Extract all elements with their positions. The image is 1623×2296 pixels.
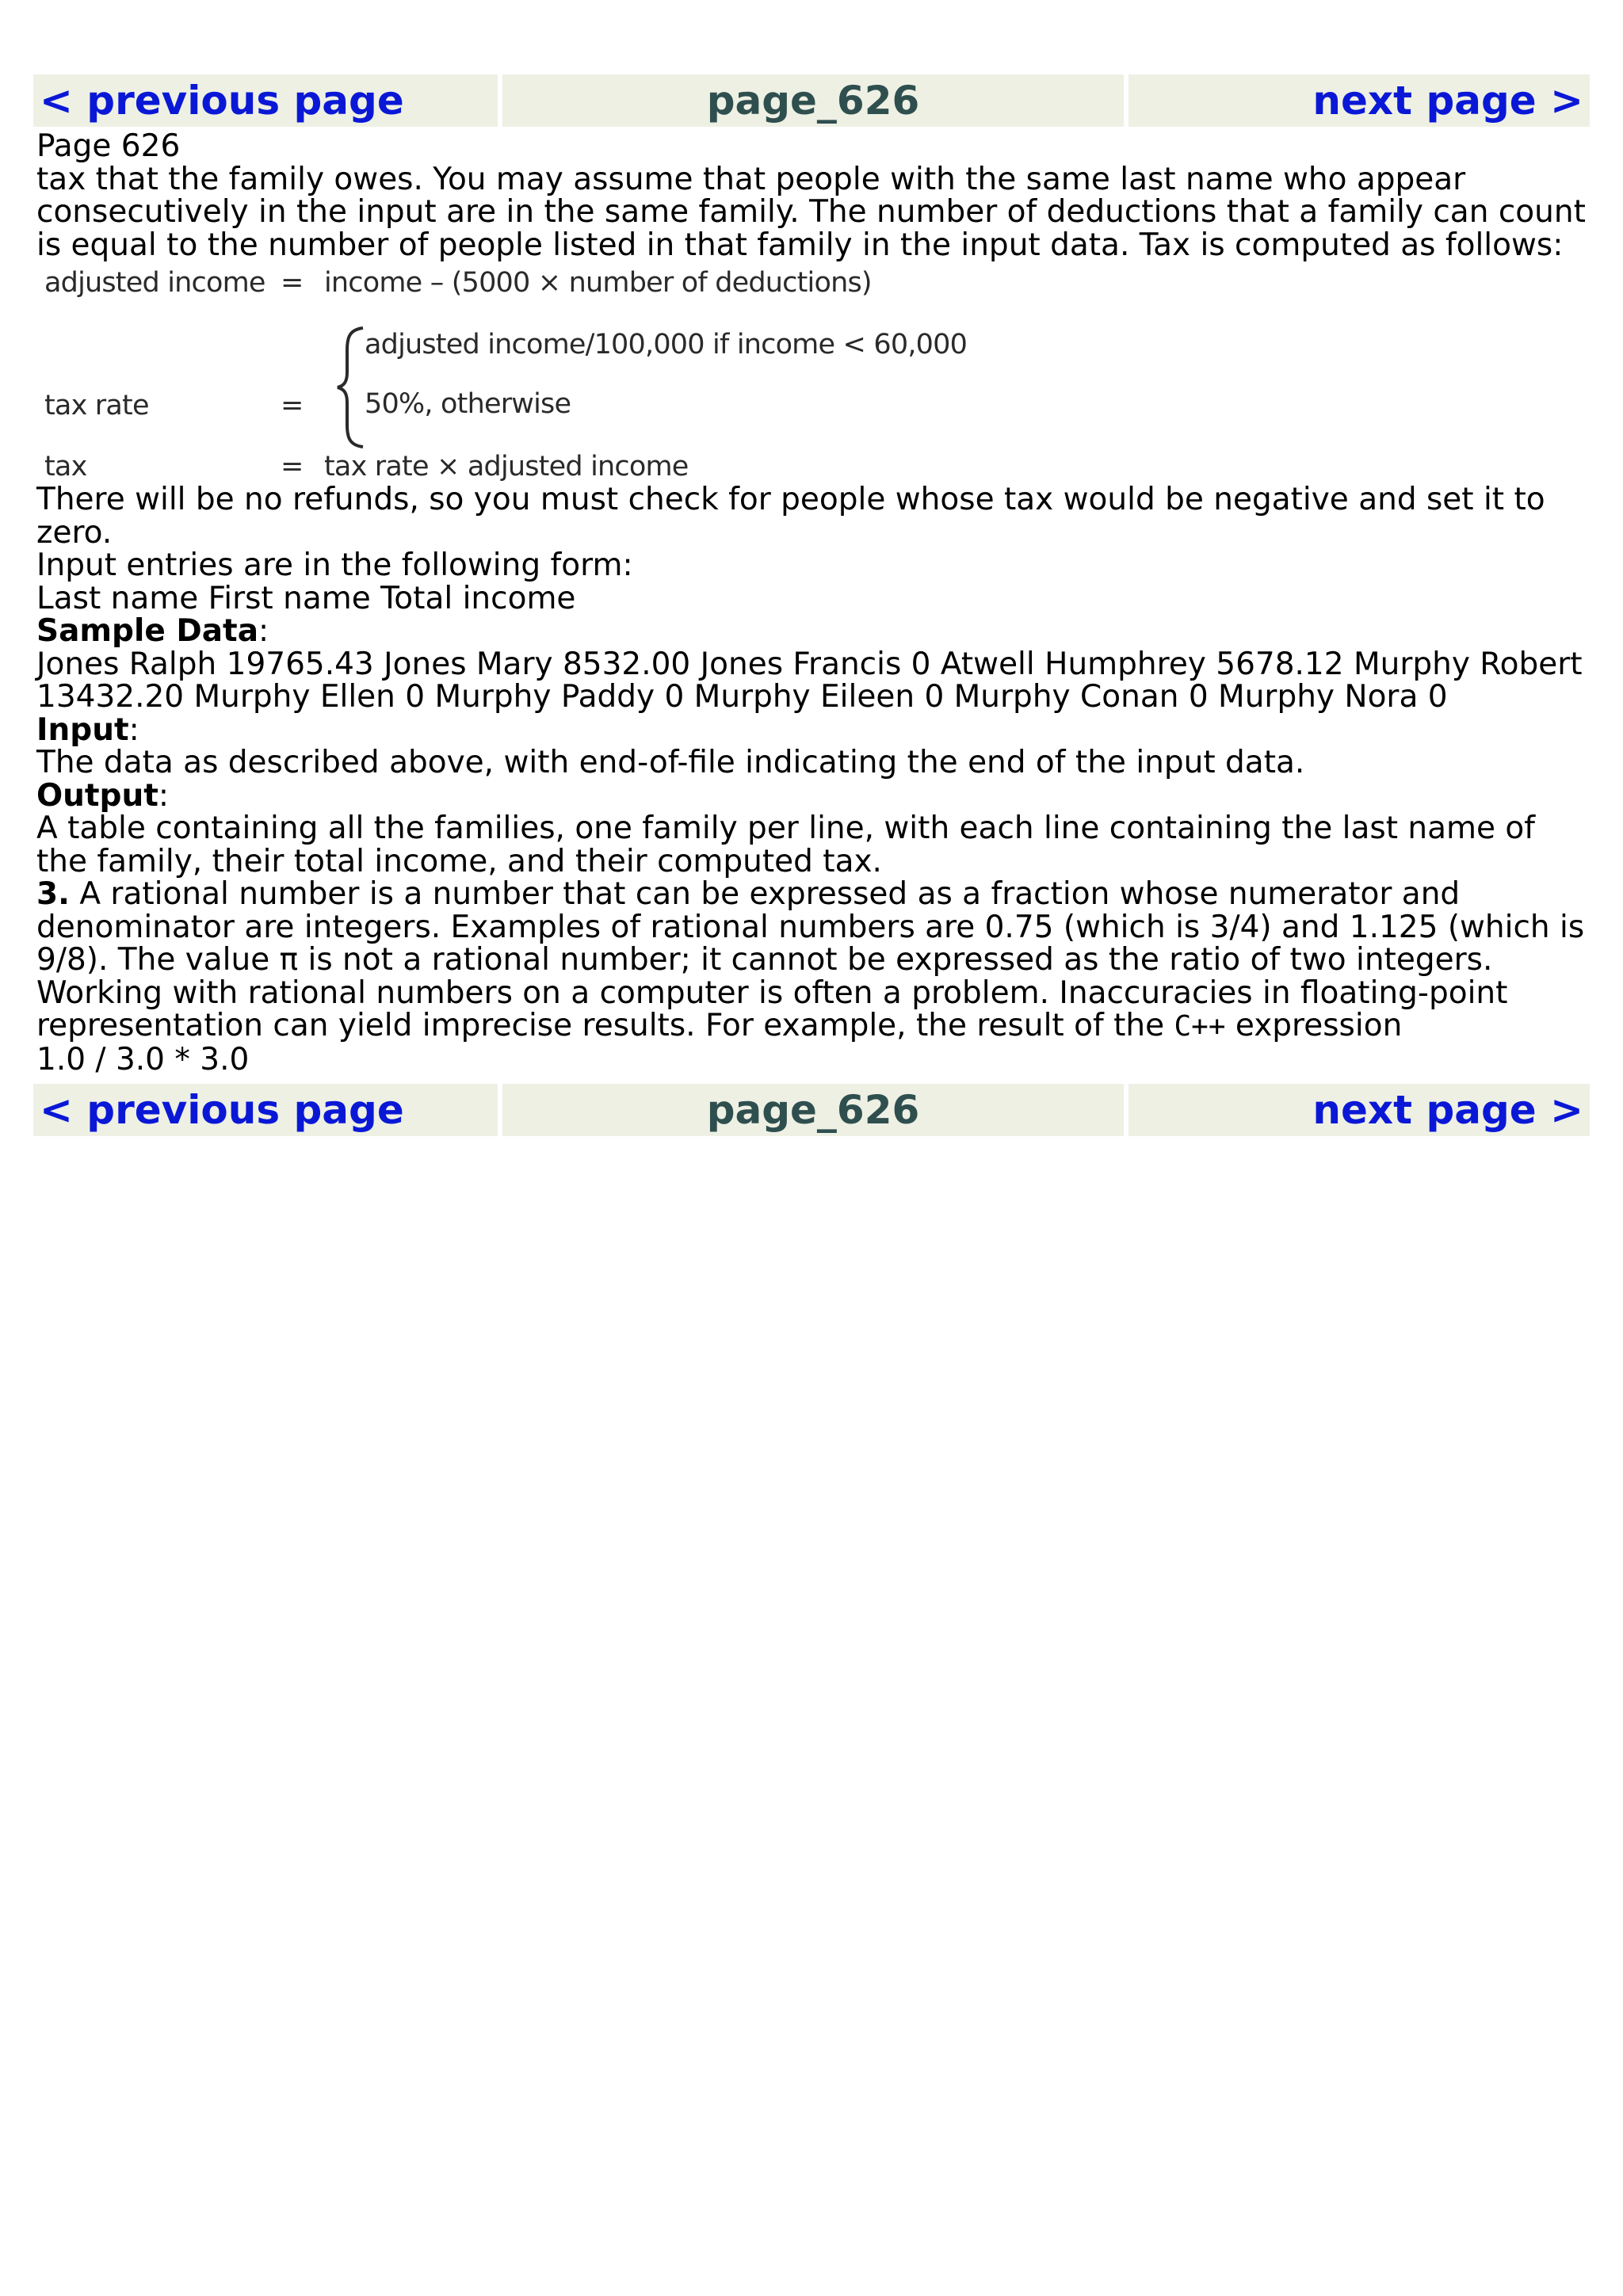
working-text-end: expression [1225,1008,1403,1043]
bottom-nav-next-cell [1128,1084,1590,1136]
sample-data: Jones Ralph 19765.43 Jones Mary 8532.00 Jones Francis 0 Atwell Humphrey 5678.12 Murphy Robert 13432.20 Murphy Ellen 0 Murphy Paddy 0 Murphy Eileen 0 Murphy Conan 0 Murphy Nora 0 [36,646,1583,715]
problem-paragraph [36,878,1594,977]
formula-brace [338,328,363,447]
formula-row1-equals: = [281,267,304,299]
bottom-navigation [33,1084,1594,1136]
document-page [33,74,1594,1136]
top-nav-prev-cell [33,74,498,127]
input-heading-line: Input: [36,711,139,748]
next-page-link[interactable]: next page > [1312,1087,1583,1133]
formula-case-under-limit: adjusted income/100,000 if income < 60,000 [365,329,968,360]
input-description: The data as described above, with end-of-file indicating the end of the input data. [36,745,1305,780]
page-label: page_626 [706,78,920,124]
formula-tax-label: tax [44,451,87,482]
input-heading: Input [36,711,129,748]
working-paragraph [36,974,1594,1043]
input-form-intro: Input entries are in the following form: [36,547,633,583]
output-heading-line: Output: [36,777,170,814]
formula-tax-expr: tax rate × adjusted income [324,451,689,482]
output-heading: Output [36,777,158,814]
top-nav-next-cell [1128,74,1590,127]
previous-page-link[interactable]: < previous page [40,1087,404,1133]
page-number: Page 626 [36,128,181,164]
output-description: A table containing all the families, one family per line, with each line containing the last name of the family, their total income, and their computed tax. [36,810,1535,879]
page-content [33,130,1594,1076]
problem-number: 3. [36,876,70,912]
code-expression: 1.0 / 3.0 * 3.0 [36,1041,250,1077]
formula-row2-equals: = [281,390,304,421]
sample-data-heading: Sample Data [36,613,259,649]
formula-tax-rate-label: tax rate [44,390,149,421]
top-nav-page-cell [502,74,1124,127]
formula-adjusted-income-label: adjusted income [44,267,265,299]
next-page-link[interactable]: next page > [1312,78,1583,124]
previous-page-link[interactable]: < previous page [40,78,404,124]
problem-text: A rational number is a number that can be expressed as a fraction whose numerator and denominator are integers. Examples of rational numbers are 0.75 (which is 3/4) and 1.125 (which is 9/8). The value π is not a rational number; it cannot be expressed as the ratio of two integers. [36,876,1585,978]
formula-case-otherwise: 50%, otherwise [365,388,571,420]
page-label: page_626 [706,1087,920,1133]
bottom-nav-page-cell [502,1084,1124,1136]
formula-adjusted-income-expr: income – (5000 × number of deductions) [324,267,872,299]
top-navigation [33,74,1594,127]
intro-paragraph: tax that the family owes. You may assume that people with the same last name who appear consecutively in the input are in the same family. The number of deductions that a family can count is equal to the number of people listed in that family in the input data. Tax is computed as follows: [36,161,1586,263]
input-form-fields: Last name First name Total income [36,580,576,616]
refunds-paragraph: There will be no refunds, so you must check for people whose tax would be negative and set it to zero. [36,482,1545,551]
sample-data-heading-line: Sample Data: [36,613,269,649]
tax-formula-figure [36,261,987,483]
formula-row3-equals: = [281,451,304,482]
working-text-start: Working with rational numbers on a computer is often a problem. Inaccuracies in floating-point representation can yield imprecise results. For example, the result of the [36,974,1508,1043]
working-code-language: C++ [1174,1010,1226,1043]
bottom-nav-prev-cell [33,1084,498,1136]
